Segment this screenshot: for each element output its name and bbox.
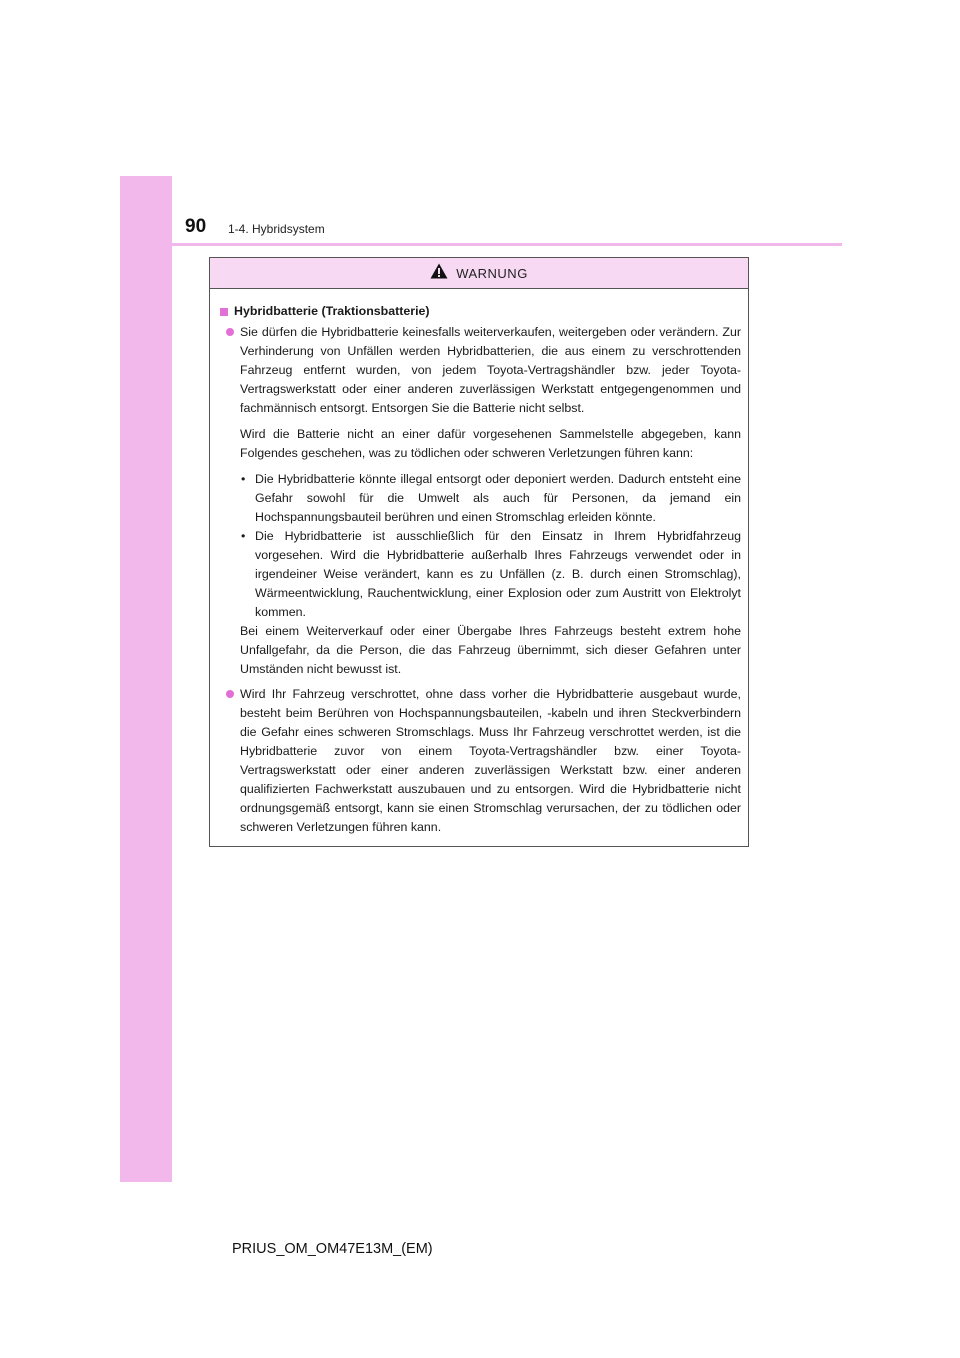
- warning-box: [209, 257, 749, 847]
- round-bullet-icon: [226, 690, 234, 698]
- warning-body: [210, 289, 748, 837]
- sub-list-text: Die Hybridbatterie könnte illegal entsorgt oder deponiert werden. Dadurch entsteht eine Gefahr sowohl für die Umwelt als auch für Personen, da jemand ein Hochspannungsbauteil berühren und einen Stromschlag erleiden könnte.: [255, 472, 741, 524]
- paragraph: Wird Ihr Fahrzeug verschrottet, ohne dass vorher die Hybridbatterie ausgebaut wurde, besteht beim Berühren von Hochspannungsbauteilen, -kabeln und ihren Steckverbindern die Gefahr eines schweren Stromschlags. Muss Ihr Fahrzeug verschrottet werden, ist die Hybridbatterie zuvor von einem Toyota-Vertragshändler bzw. einer Toyota-Vertragswerkstatt oder einer anderen zuverlässigen Werkstatt bzw. einer anderen qualifizierten Fachwerkstatt auszubauen und zu entsorgen. Wird die Hybridbatterie nicht ordnungsgemäß entsorgt, kann sie einen Stromschlag verursachen, der zu tödlichen oder schweren Verletzungen führen kann.: [240, 687, 741, 834]
- list-item: [220, 323, 741, 679]
- header-rule: [120, 243, 842, 246]
- warning-header: [210, 258, 748, 289]
- paragraph: Wird die Batterie nicht an einer dafür vorgesehenen Sammelstelle abgegeben, kann Folgendes geschehen, was zu tödlichen oder schweren Verletzungen führen kann:: [240, 427, 741, 460]
- paragraph: Bei einem Weiterverkauf oder einer Übergabe Ihres Fahrzeugs besteht extrem hohe Unfallgefahr, da die Person, die das Fahrzeug übernimmt, sich dieser Gefahren unter Umständen nicht bewusst ist.: [240, 624, 741, 676]
- bullet-dot-icon: •: [241, 529, 246, 543]
- sub-list-text: Die Hybridbatterie ist ausschließlich für den Einsatz in Ihrem Hybridfahrzeug vorgesehen. Wird die Hybridbatterie außerhalb Ihres Fahrzeugs verwendet oder in irgendeiner Weise verändert, kann es zu Unfällen (z. B. durch einen Stromschlag), Wärmeentwicklung, Rauchentwicklung, einer Explosion oder zum Austritt von Elektrolyt kommen.: [255, 529, 741, 619]
- warning-heading-text: Hybridbatterie (Traktionsbatterie): [234, 304, 430, 318]
- bullet-dot-icon: •: [241, 472, 246, 486]
- round-bullet-icon: [226, 328, 234, 336]
- sub-list: [240, 470, 741, 622]
- sub-list-item: [240, 470, 741, 527]
- page-number: 90: [185, 216, 207, 237]
- square-bullet-icon: [220, 308, 228, 316]
- warning-triangle-icon: [430, 263, 448, 284]
- sub-list-item: [240, 527, 741, 622]
- side-tab-band: [120, 176, 172, 1182]
- document-code: PRIUS_OM_OM47E13M_(EM): [232, 1241, 433, 1257]
- section-title: 1-4. Hybridsystem: [228, 222, 325, 236]
- warning-heading: [220, 302, 741, 321]
- list-item: [220, 685, 741, 837]
- warning-label: WARNUNG: [456, 265, 528, 281]
- paragraph: Sie dürfen die Hybridbatterie keinesfalls weiterverkaufen, weitergeben oder verändern. Zur Verhinderung von Unfällen werden Hybridbatterien, die aus einem zu verschrottenden Fahrzeug entfernt wurden, von jedem Toyota-Vertragshändler bzw. jeder Toyota-Vertragswerkstatt oder einer anderen zuverlässigen Werkstatt entgegengenommen und fachmännisch entsorgt. Entsorgen Sie die Batterie nicht selbst.: [240, 325, 741, 415]
